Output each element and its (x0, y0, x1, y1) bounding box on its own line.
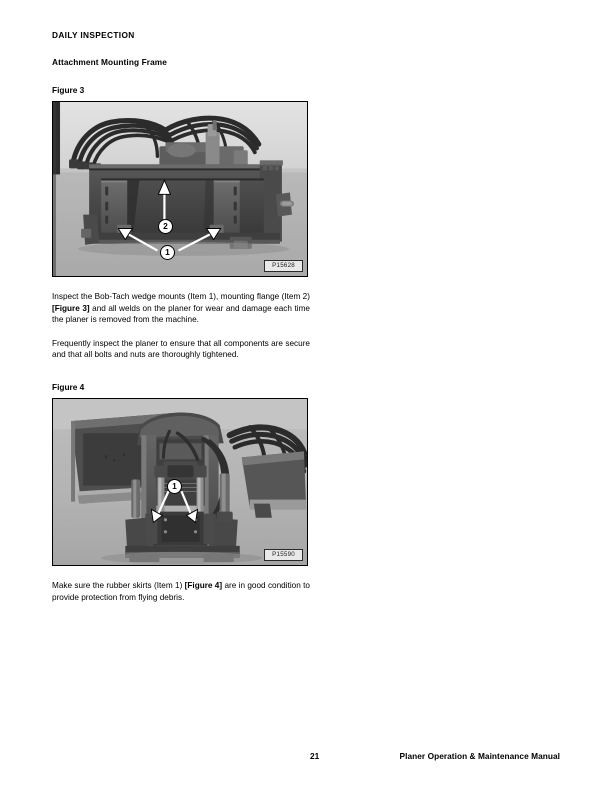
section-heading: DAILY INSPECTION (52, 30, 135, 40)
figure-3-frame (52, 101, 308, 277)
subsection-heading: Attachment Mounting Frame (52, 56, 167, 67)
figure-3-photo-id: P15628 (264, 260, 303, 272)
page-number: 21 (310, 751, 320, 761)
figure-4-reference: [Figure 4] (184, 580, 223, 590)
figure-3-reference: [Figure 3] (52, 303, 90, 313)
paragraph-3-text-b: are in good condition to provide protection from flying debris. (52, 580, 310, 602)
figure-3-callout-1: 1 (160, 245, 175, 260)
content-column (52, 31, 310, 603)
figure-3-photo-graphic (53, 102, 307, 276)
figure-3-callout-2: 2 (158, 219, 173, 234)
paragraph-3-text-a: Make sure the rubber skirts (Item 1) (52, 580, 185, 590)
paragraph-1 (52, 291, 310, 326)
figure-3-label: Figure 3 (52, 84, 85, 95)
paragraph-1-text-b: and all welds on the planer for wear and damage each time the planer is removed from the machine. (52, 303, 310, 325)
figure-4-label: Figure 4 (52, 381, 85, 392)
paragraph-3 (52, 580, 310, 603)
figure-4-frame (52, 398, 308, 566)
paragraph-1-text-a: Inspect the Bob-Tach wedge mounts (Item 1), mounting flange (Item 2) (52, 291, 310, 301)
page-footer (0, 751, 612, 771)
figure-3-photo (53, 102, 307, 276)
figure-4-photo-id: P15590 (264, 549, 303, 561)
figure-4-callout-1: 1 (167, 479, 182, 494)
manual-title: Planer Operation & Maintenance Manual (399, 751, 560, 761)
paragraph-2: Frequently inspect the planer to ensure that all components are secure and that all bolts and nuts are thoroughly tightened. (52, 338, 310, 360)
